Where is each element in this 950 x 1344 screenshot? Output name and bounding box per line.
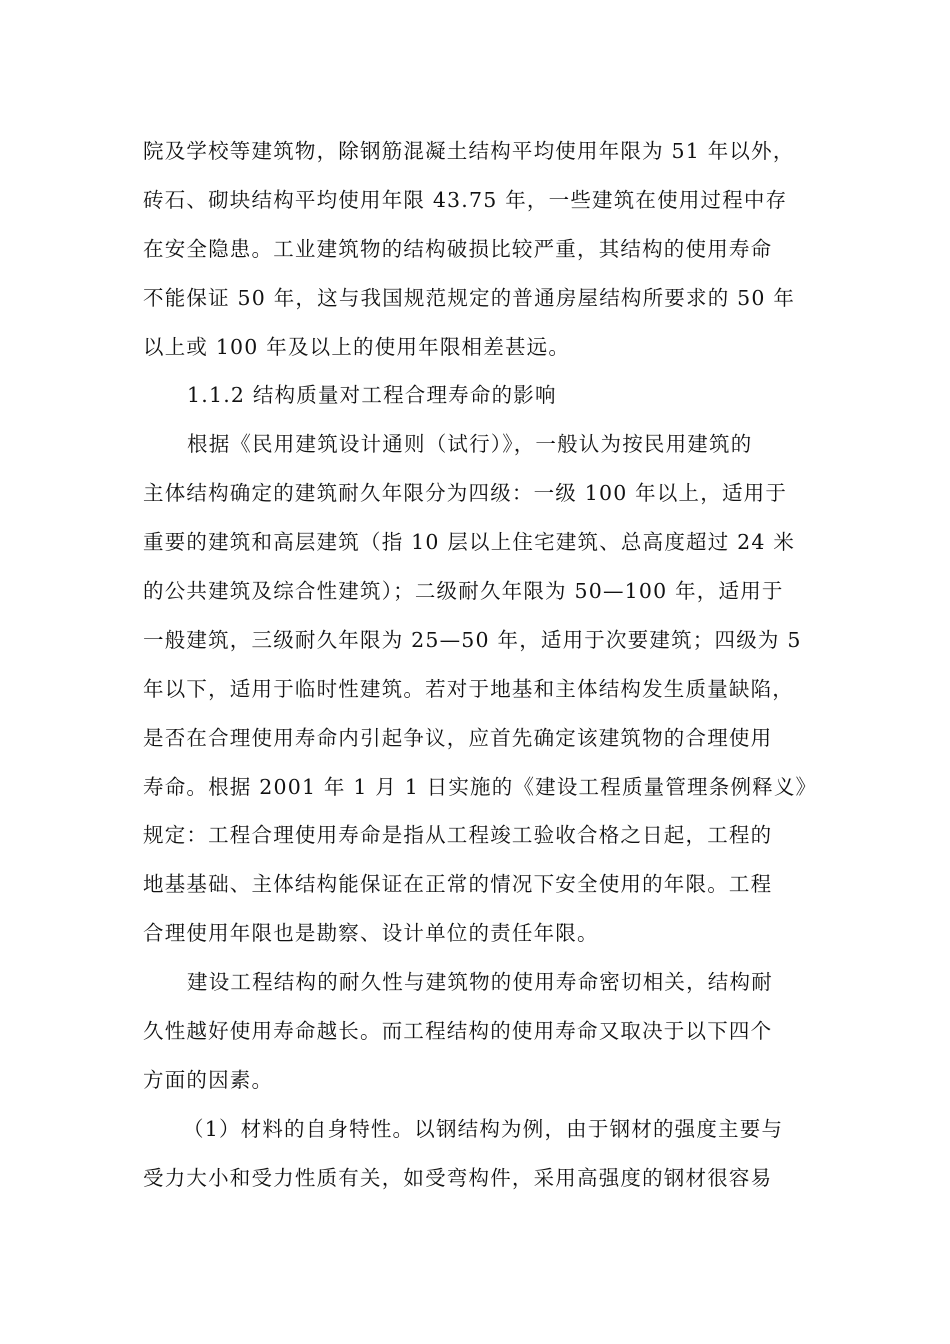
text-line: 主体结构确定的建筑耐久年限分为四级：一级 100 年以上，适用于 (143, 481, 788, 506)
text-line: 规定：工程合理使用寿命是指从工程竣工验收合格之日起，工程的 (143, 823, 773, 848)
text-line: 是否在合理使用寿命内引起争议，应首先确定该建筑物的合理使用 (143, 725, 773, 750)
text-line: 地基基础、主体结构能保证在正常的情况下安全使用的年限。工程 (143, 872, 773, 897)
text-line: 建设工程结构的耐久性与建筑物的使用寿命密切相关，结构耐 (187, 970, 773, 995)
text-line: 在安全隐患。工业建筑物的结构破损比较严重，其结构的使用寿命 (143, 236, 773, 261)
text-line: 合理使用年限也是勘察、设计单位的责任年限。 (143, 921, 599, 946)
text-line: 方面的因素。 (143, 1067, 274, 1092)
text-line: 砖石、砌块结构平均使用年限 43.75 年，一些建筑在使用过程中存 (143, 187, 788, 212)
text-line: 以上或 100 年及以上的使用年限相差甚远。 (143, 334, 571, 359)
text-line: 受力大小和受力性质有关，如受弯构件，采用高强度的钢材很容易 (143, 1165, 773, 1190)
text-line: 一般建筑，三级耐久年限为 25—50 年，适用于次要建筑；四级为 5 (143, 627, 802, 652)
text-line: 院及学校等建筑物，除钢筋混凝土结构平均使用年限为 51 年以外， (143, 139, 795, 163)
text-line: 根据《民用建筑设计通则（试行）》，一般认为按民用建筑的 (187, 432, 753, 457)
text-line: 重要的建筑和高层建筑（指 10 层以上住宅建筑、总高度超过 24 米 (143, 530, 796, 555)
text-line: 不能保证 50 年，这与我国规范规定的普通房屋结构所要求的 50 年 (143, 285, 796, 310)
document-body (143, 127, 823, 1203)
text-line: 寿命。根据 2001 年 1 月 1 日实施的《建设工程质量管理条例释义》 (143, 774, 818, 799)
text-line: （1）材料的自身特性。以钢结构为例，由于钢材的强度主要与 (183, 1116, 784, 1141)
section-heading: 1.1.2 结构质量对工程合理寿命的影响 (187, 383, 557, 408)
text-line: 年以下，适用于临时性建筑。若对于地基和主体结构发生质量缺陷， (143, 676, 794, 701)
text-line: 的公共建筑及综合性建筑）；二级耐久年限为 50—100 年，适用于 (143, 579, 784, 604)
text-line: 久性越好使用寿命越长。而工程结构的使用寿命又取决于以下四个 (143, 1019, 773, 1044)
